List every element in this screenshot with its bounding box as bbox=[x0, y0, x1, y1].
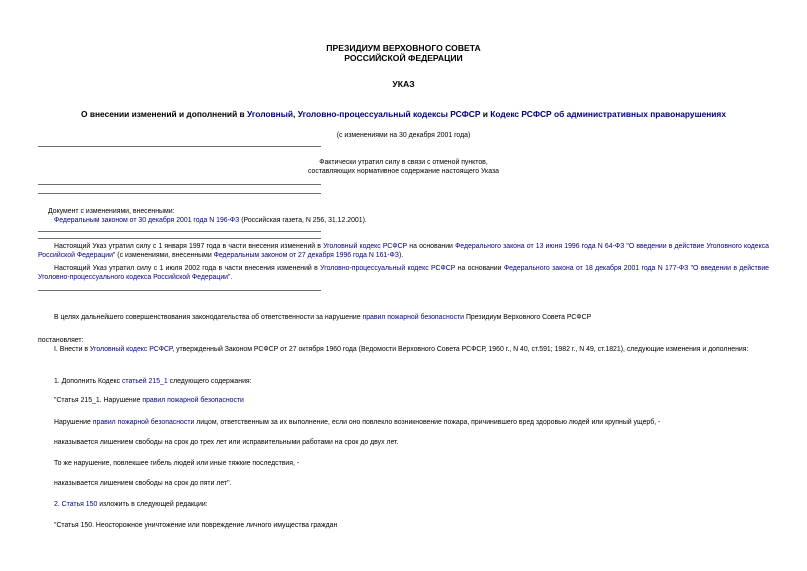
link-fire-safety-rules-3[interactable]: правил пожарной безопасности bbox=[92, 419, 195, 426]
link-article-215-1[interactable]: статьей 215_1 bbox=[121, 378, 168, 385]
validity-paragraph-2 bbox=[38, 264, 769, 282]
violation-text-2: лицом, ответственным за их выполнение, если оно повлекло возникновение пожара, причинившего вред здоровью людей или крупный ущерб, - bbox=[194, 419, 661, 426]
link-criminal-code-rsfsr[interactable]: Уголовный кодекс РСФСР bbox=[323, 243, 408, 250]
violation-clause bbox=[54, 418, 660, 427]
aggravated-clause: То же нарушение, повлекшее гибель людей или иные тяжкие последствия, - bbox=[54, 460, 300, 467]
link-criminal-code[interactable]: Уголовный bbox=[247, 109, 294, 119]
validity-paragraph-1 bbox=[38, 242, 769, 260]
article-215-1-title bbox=[54, 396, 244, 405]
preamble bbox=[54, 313, 591, 322]
status-note-line-1: Фактически утратил силу в связи с отменой пунктов, bbox=[319, 159, 488, 166]
divider bbox=[38, 193, 321, 194]
amendments-label: Документ с изменениями, внесенными: bbox=[48, 208, 175, 215]
validity-1-text-2: на основании bbox=[407, 243, 456, 250]
section-1-text-1: I. Внести в bbox=[54, 346, 90, 353]
link-federal-law-196[interactable]: Федеральным законом от 30 декабря 2001 года N 196-ФЗ bbox=[54, 217, 240, 224]
divider bbox=[38, 238, 321, 239]
validity-2-text-2: на основании bbox=[455, 265, 504, 272]
title-text-1: О внесении изменений и дополнений в bbox=[81, 109, 248, 119]
section-1-text-2: , утвержденный Законом РСФСР от 27 октября 1960 года (Ведомости Верховного Совета РСФСР, 1960 г., N 40, ст.591; 1982 г., N 49, ст.1821), следующие изменения и дополнения: bbox=[172, 346, 749, 353]
link-criminal-procedure-code-rsfsr[interactable]: Уголовно-процессуальный кодекс РСФСР bbox=[320, 265, 456, 272]
link-item-2[interactable]: 2. bbox=[54, 501, 60, 508]
amendments-entry bbox=[54, 216, 367, 225]
section-1 bbox=[38, 345, 769, 354]
document-title bbox=[0, 110, 807, 119]
item-2 bbox=[54, 500, 208, 509]
link-federal-law-64[interactable]: Федерального закона от 13 июня 1996 года N 64-ФЗ "О введении в действие Уголовного кодекса Российской Федерации" bbox=[38, 243, 769, 259]
validity-1-text-4: ). bbox=[398, 252, 404, 259]
item-1-text-1: 1. Дополнить Кодекс bbox=[54, 378, 122, 385]
item-1-text-2: следующего содержания: bbox=[167, 378, 252, 385]
issuer-line-1: ПРЕЗИДИУМ ВЕРХОВНОГО СОВЕТА bbox=[326, 43, 481, 53]
link-fire-safety-rules-2[interactable]: правил пожарной безопасности bbox=[142, 397, 244, 404]
validity-1-text-3: (с изменениями, внесенными bbox=[115, 252, 214, 259]
document-type: УКАЗ bbox=[392, 79, 415, 89]
amendments-source: (Российская газета, N 256, 31.12.2001). bbox=[239, 217, 367, 224]
title-text-2: и bbox=[480, 109, 491, 119]
article-title-text: "Статья 215_1. Нарушение bbox=[54, 397, 143, 404]
article-150-title: "Статья 150. Неосторожное уничтожение или повреждение личного имущества граждан bbox=[54, 522, 338, 529]
item-2-text: изложить в следующей редакции: bbox=[97, 501, 208, 508]
link-fire-safety-rules[interactable]: правил пожарной безопасности bbox=[362, 314, 465, 321]
status-note-line-2: составляющих нормативное содержание настоящего Указа bbox=[308, 168, 499, 175]
penalty-clause-2: наказывается лишением свободы на срок до пяти лет". bbox=[54, 480, 232, 487]
divider bbox=[38, 146, 321, 147]
preamble-text-1: В целях дальнейшего совершенствования законодательства об ответственности за нарушение bbox=[54, 314, 363, 321]
validity-2-text-1: Настоящий Указ утратил силу с 1 июля 2002 года в части внесения изменений в bbox=[54, 265, 321, 272]
status-note bbox=[0, 158, 807, 176]
validity-2-text-3: . bbox=[230, 274, 233, 281]
divider bbox=[38, 290, 321, 291]
preamble-text-2: Президиум Верховного Совета РСФСР bbox=[464, 314, 592, 321]
link-criminal-procedure-code[interactable]: Уголовно-процессуальный кодексы РСФСР bbox=[297, 109, 481, 119]
decree-word: постановляет: bbox=[38, 337, 84, 344]
issuer-heading bbox=[0, 43, 807, 63]
link-article-150[interactable]: Статья 150 bbox=[61, 501, 98, 508]
divider bbox=[38, 184, 321, 185]
issuer-line-2: РОССИЙСКОЙ ФЕДЕРАЦИИ bbox=[344, 53, 463, 63]
link-administrative-code[interactable]: Кодекс РСФСР об административных правонарушениях bbox=[490, 109, 726, 119]
item-1 bbox=[54, 377, 252, 386]
divider bbox=[38, 231, 321, 232]
validity-1-text-1: Настоящий Указ утратил силу с 1 января 1997 года в части внесения изменений в bbox=[54, 243, 324, 250]
penalty-clause-1: наказывается лишением свободы на срок до трех лет или исправительными работами на срок до двух лет. bbox=[54, 439, 399, 446]
title-sep-1: , bbox=[293, 109, 298, 119]
violation-text-1: Нарушение bbox=[54, 419, 93, 426]
link-federal-law-161[interactable]: Федеральным законом от 27 декабря 1996 года N 161-ФЗ bbox=[213, 252, 399, 259]
link-federal-law-177[interactable]: Федерального закона от 18 декабря 2001 года N 177-ФЗ "О введении в действие Уголовно-процессуального кодекса Российской Федерации" bbox=[38, 265, 770, 281]
link-criminal-code-section[interactable]: Уголовный кодекс РСФСР bbox=[89, 346, 173, 353]
edition-note: (с изменениями на 30 декабря 2001 года) bbox=[336, 132, 471, 139]
